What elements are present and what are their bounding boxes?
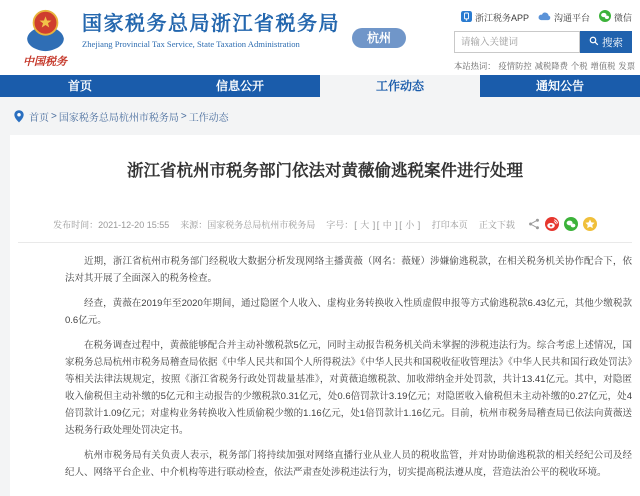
font-size-controls [326, 218, 421, 231]
share-bar [528, 217, 597, 231]
search-bar [454, 31, 632, 53]
font-size-large[interactable]: [ 大 ] [354, 219, 376, 230]
article-paragraph: 杭州市税务局有关负责人表示，税务部门将持续加强对网络直播行业从业人员的税收监管，并对协助偷逃税款的相关经纪公司及经纪人、网络平台企业、中介机构等进行联动检查，依法严肃查处涉税违法行为，切实提高税法遵从度，营造法治公平的税收环境。 [65, 450, 632, 478]
publish-time: 发布时间：2021-12-20 15:55 [53, 219, 170, 230]
article-paragraph: 在税务调查过程中，黄薇能够配合并主动补缴税款5亿元，同时主动报告税务机关尚未掌握的涉税违法行为。综合考虑上述情况，国家税务总局杭州市税务局稽查局依据《中华人民共和国个人所得税法》《中华人民共和国税收征收管理法》《中华人民共和国行政处罚法》等相关法律法规规定，按照《浙江省税务行政处罚裁量基准》，对黄薇追缴税款、加收滞纳金并处罚款，共计13.41亿元。其中，对隐匿收入偷税但主动补缴的5亿元和主动报告的少缴税款0.31亿元，处0.6倍罚款计3.19亿元；对隐匿收入偷税但未主动补缴的0.27亿元，处4倍罚款计1.09亿元；对虚构业务转换收入性质偷税少缴的1.16亿元，处1倍罚款计1.16亿元。目前，杭州市税务局稽查局已依法向黄薇送达税务行政处理处罚决定书。 [65, 340, 632, 436]
hot-word[interactable]: 疫情防控 [498, 61, 532, 71]
hot-word[interactable]: 减税降费 [534, 61, 568, 71]
site-title: 国家税务总局浙江省税务局 [82, 13, 340, 35]
cloud-icon [538, 11, 551, 23]
platform-link[interactable] [538, 11, 590, 24]
font-size-small[interactable]: [ 小 ] [399, 219, 421, 230]
article-meta [10, 217, 640, 231]
article-card [10, 135, 640, 496]
qzone-share-icon[interactable] [583, 217, 597, 231]
hot-word[interactable]: 发票 [618, 61, 636, 71]
app-link-label: 浙江税务APP [474, 12, 529, 23]
tax-emblem-icon [18, 8, 73, 54]
hot-words [454, 60, 636, 72]
print-page-button[interactable]: 打印本页 [431, 219, 468, 230]
site-logo [16, 8, 74, 68]
font-size-medium[interactable]: [ 中 ] [376, 219, 399, 230]
breadcrumb-separator: > [51, 110, 57, 122]
wechat-share-icon[interactable] [564, 217, 578, 231]
brand-block [82, 12, 340, 49]
breadcrumb-section[interactable]: 工作动态 [188, 112, 229, 124]
site-subtitle: Zhejiang Provincial Tax Service, State Taxation Administration [82, 39, 300, 49]
article-paragraph: 经查，黄薇在2019年至2020年期间，通过隐匿个人收入、虚构业务转换收入性质虚假申报等方式偷逃税款6.43亿元，其他少缴税款0.6亿元。 [65, 298, 632, 326]
platform-link-label: 沟通平台 [553, 12, 590, 23]
font-size-label: 字号： [326, 219, 354, 230]
nav-tab-notices[interactable]: 通知公告 [535, 79, 584, 93]
nav-tab-work-updates[interactable]: 工作动态 [320, 75, 480, 97]
search-button[interactable] [580, 31, 632, 53]
nav-tab-info-disclosure[interactable]: 信息公开 [215, 79, 264, 93]
weibo-share-icon[interactable] [545, 217, 559, 231]
main-nav [0, 75, 640, 97]
quick-links [454, 10, 632, 24]
article-paragraph: 近期，浙江省杭州市税务部门经税收大数据分析发现网络主播黄薇（网名：薇娅）涉嫌偷逃税款，在相关税务机关协作配合下，依法对其开展了全面深入的税务检查。 [65, 256, 632, 284]
share-icon[interactable] [528, 218, 540, 230]
search-input[interactable] [454, 31, 580, 53]
breadcrumb-home[interactable]: 首页 [29, 112, 49, 124]
logo-caption: 中国税务 [23, 56, 67, 68]
location-pin-icon [14, 110, 24, 123]
nav-tab-home[interactable]: 首页 [67, 79, 92, 93]
search-icon [589, 36, 599, 49]
app-icon [461, 11, 472, 24]
city-badge[interactable]: 杭州 [352, 28, 406, 48]
site-header [0, 0, 640, 75]
article-title: 浙江省杭州市税务部门依法对黄薇偷逃税案件进行处理 [127, 162, 523, 180]
wechat-icon [599, 10, 611, 24]
breadcrumb-separator: > [180, 110, 187, 122]
wechat-link-label: 微信 [613, 12, 632, 23]
breadcrumb-bureau[interactable]: 国家税务总局杭州市税务局 [58, 112, 179, 124]
hot-words-label: 本站热词： [454, 61, 496, 71]
article-body [10, 243, 640, 481]
app-link[interactable] [461, 11, 529, 24]
download-text-button[interactable]: 正文下载 [478, 219, 515, 230]
wechat-link[interactable] [599, 10, 632, 24]
search-button-label: 搜索 [602, 36, 623, 49]
header-right [454, 8, 636, 72]
hot-word[interactable]: 增值税 [590, 61, 616, 71]
breadcrumb [0, 97, 640, 135]
article-source: 来源：国家税务总局杭州市税务局 [180, 219, 316, 230]
hot-word[interactable]: 个税 [570, 61, 588, 71]
